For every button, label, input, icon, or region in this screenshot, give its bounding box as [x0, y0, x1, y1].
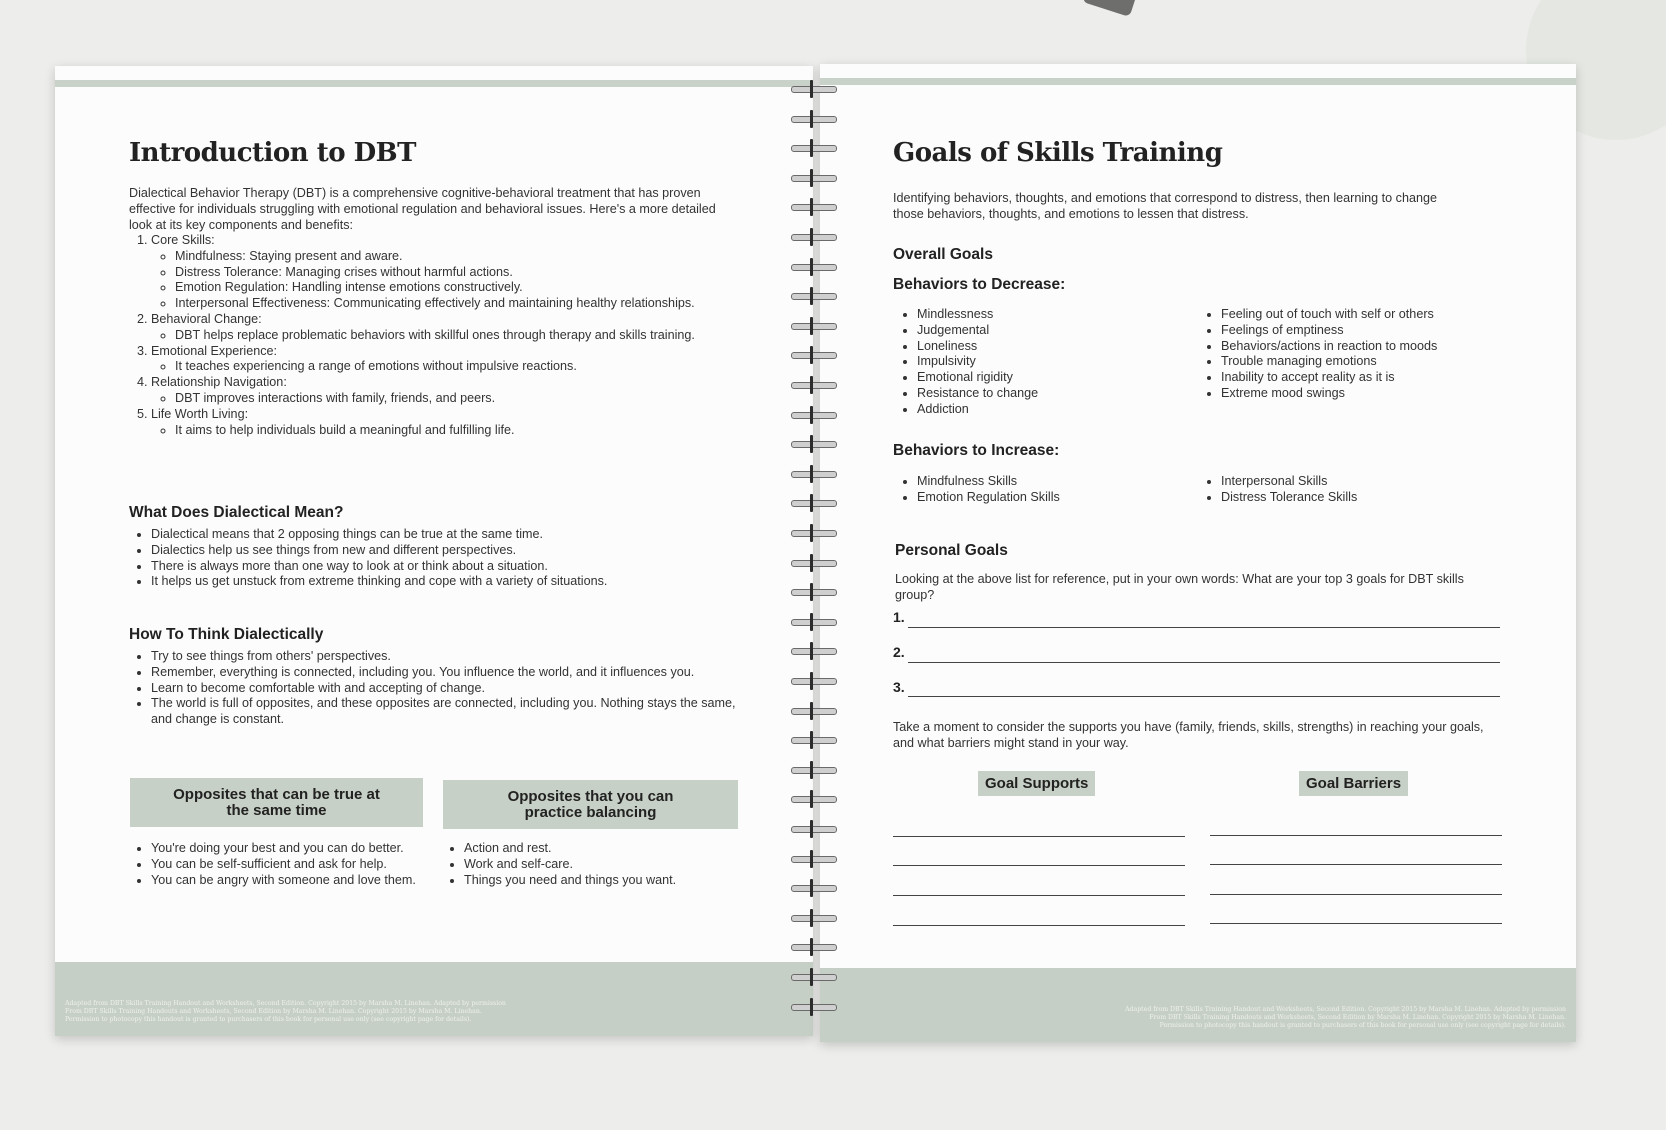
- left-page: [55, 66, 813, 1036]
- spiral-coil: [785, 437, 839, 451]
- component-item: [151, 407, 751, 439]
- spiral-coil: [785, 911, 839, 925]
- component-sublist: [151, 359, 751, 375]
- coil-wire: [810, 731, 813, 749]
- coil-bar: [791, 293, 837, 300]
- spiral-coil: [785, 881, 839, 895]
- coil-wire: [810, 287, 813, 305]
- spiral-coil: [785, 260, 839, 274]
- coil-bar: [791, 826, 837, 833]
- spiral-coil: [785, 141, 839, 155]
- spiral-coil: [785, 319, 839, 333]
- coil-wire: [810, 998, 813, 1016]
- coil-wire: [810, 524, 813, 542]
- component-subitem: ◦ DBT helps replace problematic behaviors with skillful ones through therapy and skills training.: [175, 328, 751, 344]
- spiral-coil: [785, 585, 839, 599]
- list-item: • Judgemental: [917, 323, 1197, 339]
- coil-bar: [791, 234, 837, 241]
- list-item: • Mindfulness Skills: [917, 474, 1197, 490]
- component-item: [151, 344, 751, 376]
- list-item: • Resistance to change: [917, 386, 1197, 402]
- coil-wire: [810, 198, 813, 216]
- opposites-balance-box: [443, 780, 738, 829]
- component-item: [151, 312, 751, 344]
- component-subitem: ◦ Interpersonal Effectiveness: Communicating effectively and maintaining healthy relationships.: [175, 296, 751, 312]
- component-sublist: [151, 249, 751, 312]
- barriers-line[interactable]: [1210, 894, 1502, 895]
- list-item: • Feelings of emptiness: [1221, 323, 1521, 339]
- barriers-line[interactable]: [1210, 923, 1502, 924]
- footnote-line: Adapted from DBT Skills Training Handout and Worksheets, Second Edition. Copyright 2015 by Marsha M. Linehan. Adapted by permission: [1125, 1006, 1566, 1013]
- coil-wire: [810, 317, 813, 335]
- list-item: • Behaviors/actions in reaction to moods: [1221, 339, 1521, 355]
- overall-goals-heading: Overall Goals: [893, 246, 993, 263]
- list-item: • Extreme mood swings: [1221, 386, 1521, 402]
- coil-wire: [810, 613, 813, 631]
- coil-wire: [810, 642, 813, 660]
- coil-bar: [791, 767, 837, 774]
- intro-paragraph: Identifying behaviors, thoughts, and emotions that correspond to distress, then learning to change those behaviors, thoughts, and emotions to lessen that distress.: [893, 191, 1437, 221]
- list-item: • It helps us get unstuck from extreme thinking and cope with a variety of situations.: [151, 574, 751, 590]
- increase-heading: Behaviors to Increase:: [893, 442, 1060, 459]
- coil-wire: [810, 110, 813, 128]
- spiral-coil: [785, 970, 839, 984]
- coil-wire: [810, 672, 813, 690]
- component-subitem: ◦ DBT improves interactions with family, friends, and peers.: [175, 391, 751, 407]
- spiral-coil: [785, 496, 839, 510]
- coil-bar: [791, 86, 837, 93]
- coil-bar: [791, 204, 837, 211]
- component-item: [151, 233, 751, 312]
- goal-barriers-label: Goal Barriers: [1299, 771, 1408, 796]
- spiral-coil: [785, 289, 839, 303]
- list-item: • You're doing your best and you can do better.: [151, 841, 441, 857]
- coil-wire: [810, 80, 813, 98]
- list-item: • Mindlessness: [917, 307, 1197, 323]
- copyright-footnote: [1086, 1006, 1566, 1030]
- component-sublist: [151, 391, 751, 407]
- list-item: • Things you need and things you want.: [464, 873, 754, 889]
- coil-wire: [810, 376, 813, 394]
- decrease-list-col2: [1199, 307, 1521, 402]
- spiral-coil: [785, 852, 839, 866]
- component-sublist: [151, 328, 751, 344]
- component-label: Relationship Navigation:: [151, 375, 287, 390]
- increase-list-col2: [1199, 474, 1501, 506]
- list-item: • Dialectical means that 2 opposing things can be true at the same time.: [151, 527, 751, 543]
- goal-2-line[interactable]: [908, 662, 1500, 663]
- goal-number: 2.: [893, 644, 905, 660]
- coil-wire: [810, 879, 813, 897]
- component-sublist: [151, 423, 751, 439]
- coil-bar: [791, 264, 837, 271]
- coil-bar: [791, 471, 837, 478]
- list-item: • The world is full of opposites, and these opposites are connected, including you. Nothing stays the same, and change is constant.: [151, 696, 741, 728]
- list-item: • Dialectics help us see things from new and different perspectives.: [151, 543, 751, 559]
- coil-bar: [791, 678, 837, 685]
- barriers-line[interactable]: [1210, 835, 1502, 836]
- spiral-coil: [785, 200, 839, 214]
- page-title: Goals of Skills Training: [893, 138, 1223, 168]
- list-item: • Emotion Regulation Skills: [917, 490, 1197, 506]
- coil-bar: [791, 856, 837, 863]
- barriers-line[interactable]: [1210, 864, 1502, 865]
- component-subitem: ◦ Distress Tolerance: Managing crises without harmful actions.: [175, 265, 751, 281]
- coil-wire: [810, 554, 813, 572]
- page-title: Introduction to DBT: [129, 138, 416, 168]
- list-item: • Inability to accept reality as it is: [1221, 370, 1521, 386]
- supports-prompt: Take a moment to consider the supports you have (family, friends, skills, strengths) in reaching your goals, and what barriers might stand in your way.: [893, 720, 1484, 750]
- think-heading: How To Think Dialectically: [129, 626, 324, 643]
- coil-bar: [791, 145, 837, 152]
- spiral-coil: [785, 822, 839, 836]
- list-item: • Loneliness: [917, 339, 1197, 355]
- opposites-true-list: [129, 841, 441, 888]
- supports-line[interactable]: [893, 865, 1185, 866]
- goal-1-line[interactable]: [908, 627, 1500, 628]
- component-label: Behavioral Change:: [151, 311, 262, 326]
- think-list: [129, 649, 741, 728]
- spiral-coil: [785, 615, 839, 629]
- list-item: • Remember, everything is connected, including you. You influence the world, and it influences you.: [151, 665, 741, 681]
- coil-wire: [810, 406, 813, 424]
- dialectical-heading: What Does Dialectical Mean?: [129, 504, 344, 521]
- coil-bar: [791, 589, 837, 596]
- list-item: • Distress Tolerance Skills: [1221, 490, 1501, 506]
- coil-bar: [791, 175, 837, 182]
- coil-wire: [810, 909, 813, 927]
- supports-line[interactable]: [893, 895, 1185, 896]
- coil-wire: [810, 850, 813, 868]
- coil-bar: [791, 648, 837, 655]
- desk-object: [1082, 0, 1138, 17]
- goal-supports-label: Goal Supports: [978, 771, 1095, 796]
- opposites-true-title: Opposites that can be true at the same time: [173, 785, 380, 819]
- list-item: • You can be angry with someone and love them.: [151, 873, 441, 889]
- list-item: • Try to see things from others' perspectives.: [151, 649, 741, 665]
- spiral-coil: [785, 940, 839, 954]
- coil-bar: [791, 412, 837, 419]
- decrease-heading: Behaviors to Decrease:: [893, 276, 1066, 293]
- components-list: [129, 233, 751, 438]
- component-subitem: ◦ It teaches experiencing a range of emotions without impulsive reactions.: [175, 359, 751, 375]
- footnote-line: From DBT Skills Training Handouts and Worksheets, Second Edition by Marsha M. Linehan. Copyright 2015 by Marsha M. Linehan.: [1149, 1014, 1566, 1021]
- list-item: • Addiction: [917, 402, 1197, 418]
- spiral-coil: [785, 348, 839, 362]
- component-subitem: ◦ Emotion Regulation: Handling intense emotions constructively.: [175, 280, 751, 296]
- intro-paragraph: Dialectical Behavior Therapy (DBT) is a comprehensive cognitive-behavioral treatment that has proven effective for individuals struggling with emotional regulation and behavioral issues. Here's a more detailed look at its key components and benefits:: [129, 186, 716, 232]
- coil-wire: [810, 465, 813, 483]
- coil-bar: [791, 441, 837, 448]
- component-label: Emotional Experience:: [151, 343, 278, 358]
- component-subitem: ◦ It aims to help individuals build a meaningful and fulfilling life.: [175, 423, 751, 439]
- coil-wire: [810, 790, 813, 808]
- coil-bar: [791, 885, 837, 892]
- supports-line[interactable]: [893, 925, 1185, 926]
- spiral-coil: [785, 526, 839, 540]
- top-band: [820, 78, 1576, 85]
- coil-bar: [791, 708, 837, 715]
- goal-number: 1.: [893, 609, 905, 625]
- coil-wire: [810, 583, 813, 601]
- opposites-balance-title: Opposites that you can practice balancing: [507, 787, 674, 821]
- spiral-coil: [785, 1000, 839, 1014]
- coil-bar: [791, 500, 837, 507]
- coil-wire: [810, 494, 813, 512]
- coil-bar: [791, 737, 837, 744]
- coil-wire: [810, 346, 813, 364]
- component-item: [151, 375, 751, 407]
- list-item: • Interpersonal Skills: [1221, 474, 1501, 490]
- list-item: • Impulsivity: [917, 354, 1197, 370]
- footnote-line: Adapted from DBT Skills Training Handout and Worksheets, Second Edition. Copyright 2015 by Marsha M. Linehan. Adapted by permission: [65, 1000, 506, 1007]
- opposites-balance-list: [442, 841, 754, 888]
- spiral-coil: [785, 792, 839, 806]
- increase-list-col1: [895, 474, 1197, 506]
- top-band: [55, 80, 813, 87]
- personal-goals-heading: Personal Goals: [895, 542, 1008, 559]
- coil-bar: [791, 352, 837, 359]
- spiral-coil: [785, 467, 839, 481]
- list-item: • Emotional rigidity: [917, 370, 1197, 386]
- spiral-coil: [785, 556, 839, 570]
- spiral-coil: [785, 171, 839, 185]
- spiral-coil: [785, 230, 839, 244]
- footer-band: [55, 962, 813, 1036]
- decrease-list-col1: [895, 307, 1197, 418]
- coil-bar: [791, 560, 837, 567]
- personal-goals-prompt: Looking at the above list for reference, put in your own words: What are your top 3 goals for DBT skills group?: [895, 572, 1464, 602]
- coil-bar: [791, 382, 837, 389]
- list-item: • You can be self-sufficient and ask for help.: [151, 857, 441, 873]
- list-item: • There is always more than one way to look at or think about a situation.: [151, 559, 751, 575]
- list-item: • Feeling out of touch with self or others: [1221, 307, 1521, 323]
- coil-bar: [791, 619, 837, 626]
- coil-bar: [791, 944, 837, 951]
- spiral-coil: [785, 674, 839, 688]
- list-item: • Action and rest.: [464, 841, 754, 857]
- coil-bar: [791, 1004, 837, 1011]
- component-label: Core Skills:: [151, 233, 215, 247]
- copyright-footnote: [65, 1000, 545, 1024]
- coil-wire: [810, 258, 813, 276]
- spiral-coil: [785, 408, 839, 422]
- goal-number: 3.: [893, 679, 905, 695]
- coil-wire: [810, 938, 813, 956]
- spiral-coil: [785, 763, 839, 777]
- coil-wire: [810, 435, 813, 453]
- coil-bar: [791, 116, 837, 123]
- coil-wire: [810, 169, 813, 187]
- list-item: • Learn to become comfortable with and accepting of change.: [151, 681, 741, 697]
- footer-band: [820, 968, 1576, 1042]
- component-label: Life Worth Living:: [151, 406, 249, 421]
- footnote-line: From DBT Skills Training Handouts and Worksheets, Second Edition by Marsha M. Linehan. Copyright 2015 by Marsha M. Linehan.: [65, 1008, 482, 1015]
- spiral-coil: [785, 704, 839, 718]
- coil-bar: [791, 796, 837, 803]
- coil-bar: [791, 915, 837, 922]
- spiral-coil: [785, 644, 839, 658]
- supports-line[interactable]: [893, 836, 1185, 837]
- spiral-coil: [785, 112, 839, 126]
- opposites-true-box: [130, 778, 423, 827]
- coil-bar: [791, 974, 837, 981]
- coil-wire: [810, 968, 813, 986]
- spiral-coil: [785, 82, 839, 96]
- coil-wire: [810, 139, 813, 157]
- coil-wire: [810, 702, 813, 720]
- coil-wire: [810, 820, 813, 838]
- goal-3-line[interactable]: [908, 696, 1500, 697]
- spiral-binding: [785, 82, 845, 1022]
- spiral-coil: [785, 378, 839, 392]
- footnote-line: Permission to photocopy this handout is granted to purchasers of this book for personal use only (see copyright page for details).: [65, 1016, 472, 1023]
- coil-wire: [810, 228, 813, 246]
- list-item: • Work and self-care.: [464, 857, 754, 873]
- right-page: [820, 64, 1576, 1042]
- coil-bar: [791, 530, 837, 537]
- list-item: • Trouble managing emotions: [1221, 354, 1521, 370]
- spiral-coil: [785, 733, 839, 747]
- component-subitem: ◦ Mindfulness: Staying present and aware.: [175, 249, 751, 265]
- dialectical-list: [129, 527, 751, 590]
- coil-wire: [810, 761, 813, 779]
- coil-bar: [791, 323, 837, 330]
- footnote-line: Permission to photocopy this handout is granted to purchasers of this book for personal use only (see copyright page for details).: [1159, 1022, 1566, 1029]
